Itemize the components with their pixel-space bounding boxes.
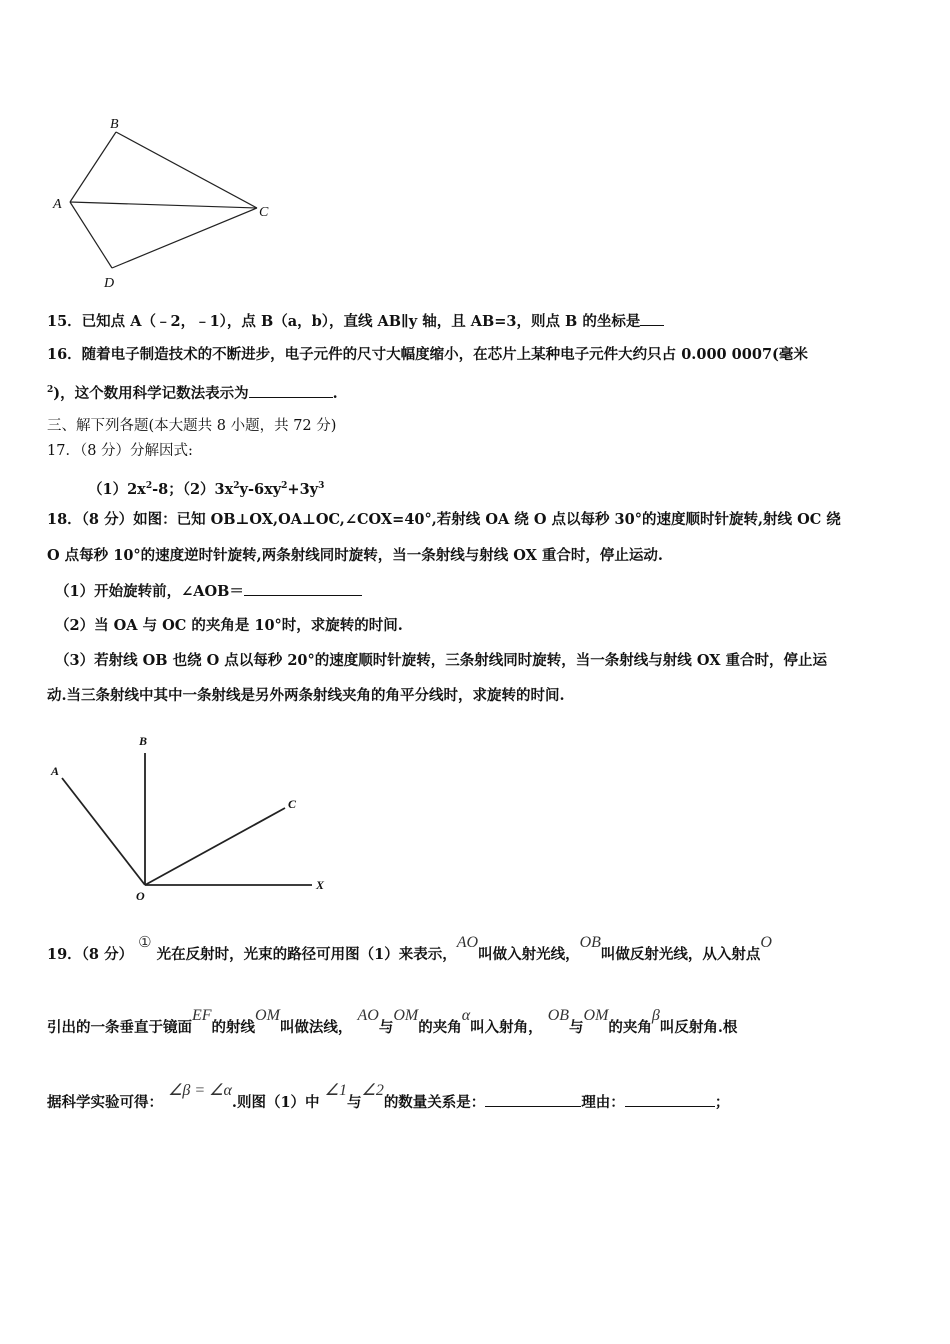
question-19-line3	[47, 1082, 910, 1113]
q19-t4: 引出的一条垂直于镜面	[47, 1019, 192, 1036]
answer-blank-16[interactable]	[249, 383, 333, 398]
q17-p1-suffix: -8；（2）3x	[152, 480, 234, 498]
figure-quadrilateral-abcd	[40, 108, 290, 293]
q19-t11: 的夹角	[608, 1019, 652, 1036]
label-a: A	[53, 197, 62, 212]
q16-line2-text: )，这个数用科学记数法表示为	[53, 384, 249, 402]
q19-t1: 光在反射时，光束的路径可用图（1）来表示，	[156, 946, 457, 963]
math-om-3: OM	[583, 1007, 609, 1024]
segment-ac	[70, 202, 257, 208]
answer-blank-18-1[interactable]	[244, 581, 362, 596]
math-alpha: α	[461, 1007, 471, 1024]
q16-sup: 2	[47, 385, 54, 395]
section-3-title: 三、解下列各题(本大题共 8 小题，共 72 分)	[47, 418, 337, 434]
q19-t7: 与	[378, 1019, 394, 1036]
q19-t18: ；	[714, 1094, 730, 1111]
ray-oc	[145, 808, 285, 885]
q19-t5: 的射线	[211, 1019, 256, 1036]
q19-t15: 与	[346, 1094, 362, 1111]
answer-blank-15[interactable]	[640, 311, 664, 326]
q19-circle-1: ①	[138, 933, 152, 951]
label-c2: C	[288, 797, 297, 811]
q17-p2-sup2: 2	[281, 481, 288, 491]
q19-t10: 与	[569, 1019, 584, 1036]
q19-t8: 的夹角	[418, 1019, 462, 1036]
question-18-line1: 18．（8 分）如图：已知 OB⊥OX,OA⊥OC,∠COX=40°,若射线 OA 绕 O 点以每秒 30°的速度顺时针旋转,射线 OC 绕	[47, 511, 841, 528]
question-19-line2	[47, 1007, 910, 1038]
segment-dc	[112, 208, 257, 268]
question-18-part2: （2）当 OA 与 OC 的夹角是 10°时，求旋转的时间.	[55, 617, 403, 634]
q17-p1-prefix: （1）2x	[88, 480, 146, 498]
label-b2: B	[139, 734, 148, 748]
label-b: B	[110, 117, 119, 132]
math-beta-eq-alpha: ∠β = ∠α	[168, 1082, 232, 1099]
math-ao: AO	[456, 934, 479, 951]
answer-blank-19-relation[interactable]	[485, 1092, 581, 1107]
math-om-2: OM	[393, 1007, 419, 1024]
math-ao-2: AO	[357, 1007, 379, 1024]
math-angle-1: ∠1	[324, 1082, 347, 1099]
question-15-text: 15．已知点 A（﹣2，﹣1），点 B（a，b），直线 AB∥y 轴，且 AB=3，则点 B 的坐标是	[47, 313, 641, 330]
figure-rays-from-o	[40, 728, 350, 913]
q19-t6: 叫做法线，	[279, 1019, 353, 1036]
q19-t9: 叫入射角，	[470, 1019, 543, 1036]
math-beta: β	[651, 1007, 660, 1024]
question-16-line2: $^2$)，这个数用科学记数法表示为 .	[47, 384, 338, 402]
question-17-parts	[88, 476, 910, 500]
question-18-part3-line1: （3）若射线 OB 也绕 O 点以每秒 20°的速度顺时针旋转，三条射线同时旋转，当一条射线与射线 OX 重合时，停止运	[55, 652, 827, 669]
q17-p2-sup1: 2	[233, 481, 240, 491]
q19-t16: 的数量关系是：	[383, 1094, 486, 1111]
q19-t3: 叫做反射光线，从入射点	[600, 946, 761, 963]
q19-t17: 理由：	[581, 1094, 625, 1111]
question-17-title: 17．（8 分）分解因式:	[47, 443, 193, 459]
question-18-part3-line2: 动.当三条射线中其中一条射线是另外两条射线夹角的角平分线时，求旋转的时间.	[47, 687, 565, 704]
question-15	[47, 311, 910, 332]
question-18-line2: O 点每秒 10°的速度逆时针旋转,两条射线同时旋转，当一条射线与射线 OX 重合时，停止运动.	[47, 547, 663, 564]
answer-blank-19-reason[interactable]	[625, 1092, 715, 1107]
label-c: C	[259, 205, 269, 220]
q19-t2: 叫做入射光线，	[478, 946, 580, 963]
math-ob: OB	[579, 934, 601, 951]
question-16-line1: 16．随着电子制造技术的不断进步，电子元件的尺寸大幅度缩小，在芯片上某种电子元件大约只占 0.000 0007(毫米	[47, 346, 808, 363]
math-ob-2: OB	[547, 1007, 570, 1024]
q19-t14: .则图（1）中	[231, 1094, 320, 1111]
q19-num: 19．（8 分）	[47, 946, 134, 963]
ray-oa	[62, 778, 145, 885]
label-o: O	[136, 889, 145, 903]
label-a2: A	[51, 764, 60, 778]
q18-part1-text: （1）开始旋转前，∠AOB＝	[55, 583, 244, 600]
q17-p2-mid1: y-6xy	[239, 480, 282, 498]
q19-t13: 据科学实验可得：	[47, 1094, 163, 1111]
math-ef: EF	[192, 1007, 212, 1024]
q17-p2-sup3: 3	[318, 481, 325, 491]
math-angle-2: ∠2	[361, 1082, 384, 1099]
segment-ab	[70, 132, 116, 202]
q19-t12: 叫反射角.根	[659, 1019, 738, 1036]
math-om: OM	[255, 1007, 280, 1024]
math-o: O	[760, 934, 772, 951]
question-18-part1	[55, 581, 910, 602]
question-19-line1	[47, 933, 910, 965]
label-d: D	[104, 276, 115, 291]
q17-p2-mid2: +3y	[287, 480, 319, 498]
label-x: X	[316, 878, 325, 892]
segment-ad	[70, 202, 112, 268]
q17-p1-sup: 2	[145, 481, 153, 491]
segment-bc	[116, 132, 257, 208]
